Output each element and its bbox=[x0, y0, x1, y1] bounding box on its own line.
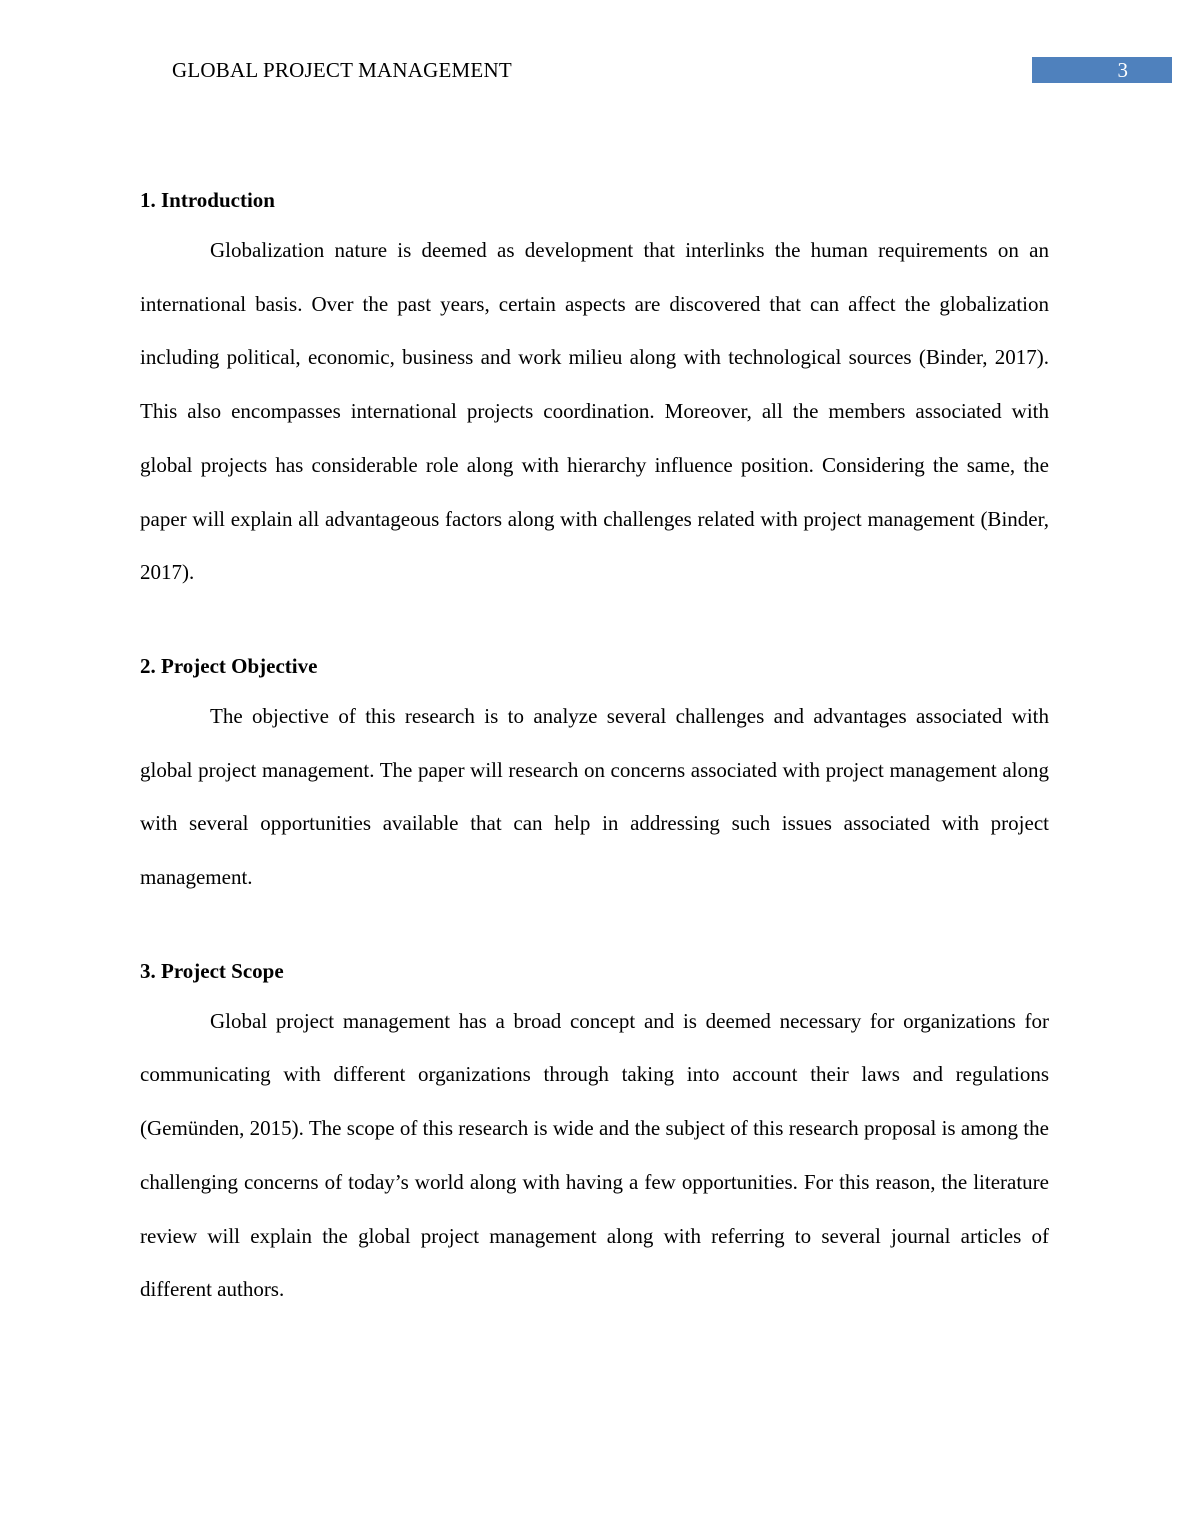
document-body bbox=[140, 184, 1049, 1367]
section-paragraph: The objective of this research is to analyze several challenges and advantages associated with global project management. The paper will research on concerns associated with project management along with several opportunities available that can help in addressing such issues associated with project management. bbox=[140, 703, 1049, 890]
section-project-objective bbox=[140, 650, 1049, 905]
section-project-scope bbox=[140, 955, 1049, 1317]
page-number: 3 bbox=[1032, 57, 1172, 83]
running-head-title: GLOBAL PROJECT MANAGEMENT bbox=[172, 58, 512, 82]
section-paragraph: Global project management has a broad concept and is deemed necessary for organizations for communicating with different organizations through taking into account their laws and regulations (Gemünden, 2015). The scope of this research is wide and the subject of this research proposal is among the challenging concerns of today’s world along with having a few opportunities. For this reason, the literature review will explain the global project management along with referring to several journal articles of different authors. bbox=[140, 1008, 1049, 1302]
section-heading: 2. Project Objective bbox=[140, 653, 318, 678]
section-introduction bbox=[140, 184, 1049, 600]
section-paragraph: Globalization nature is deemed as development that interlinks the human requirements on an international basis. Over the past years, certain aspects are discovered that can affect the globalization including political, economic, business and work milieu along with technological sources (Binder, 2017). This also encompasses international projects coordination. Moreover, all the members associated with global projects has considerable role along with hierarchy influence position. Considering the same, the paper will explain all advantageous factors along with challenges related with project management (Binder, 2017). bbox=[140, 238, 1049, 585]
section-heading: 1. Introduction bbox=[140, 188, 275, 212]
section-heading: 3. Project Scope bbox=[140, 958, 284, 983]
